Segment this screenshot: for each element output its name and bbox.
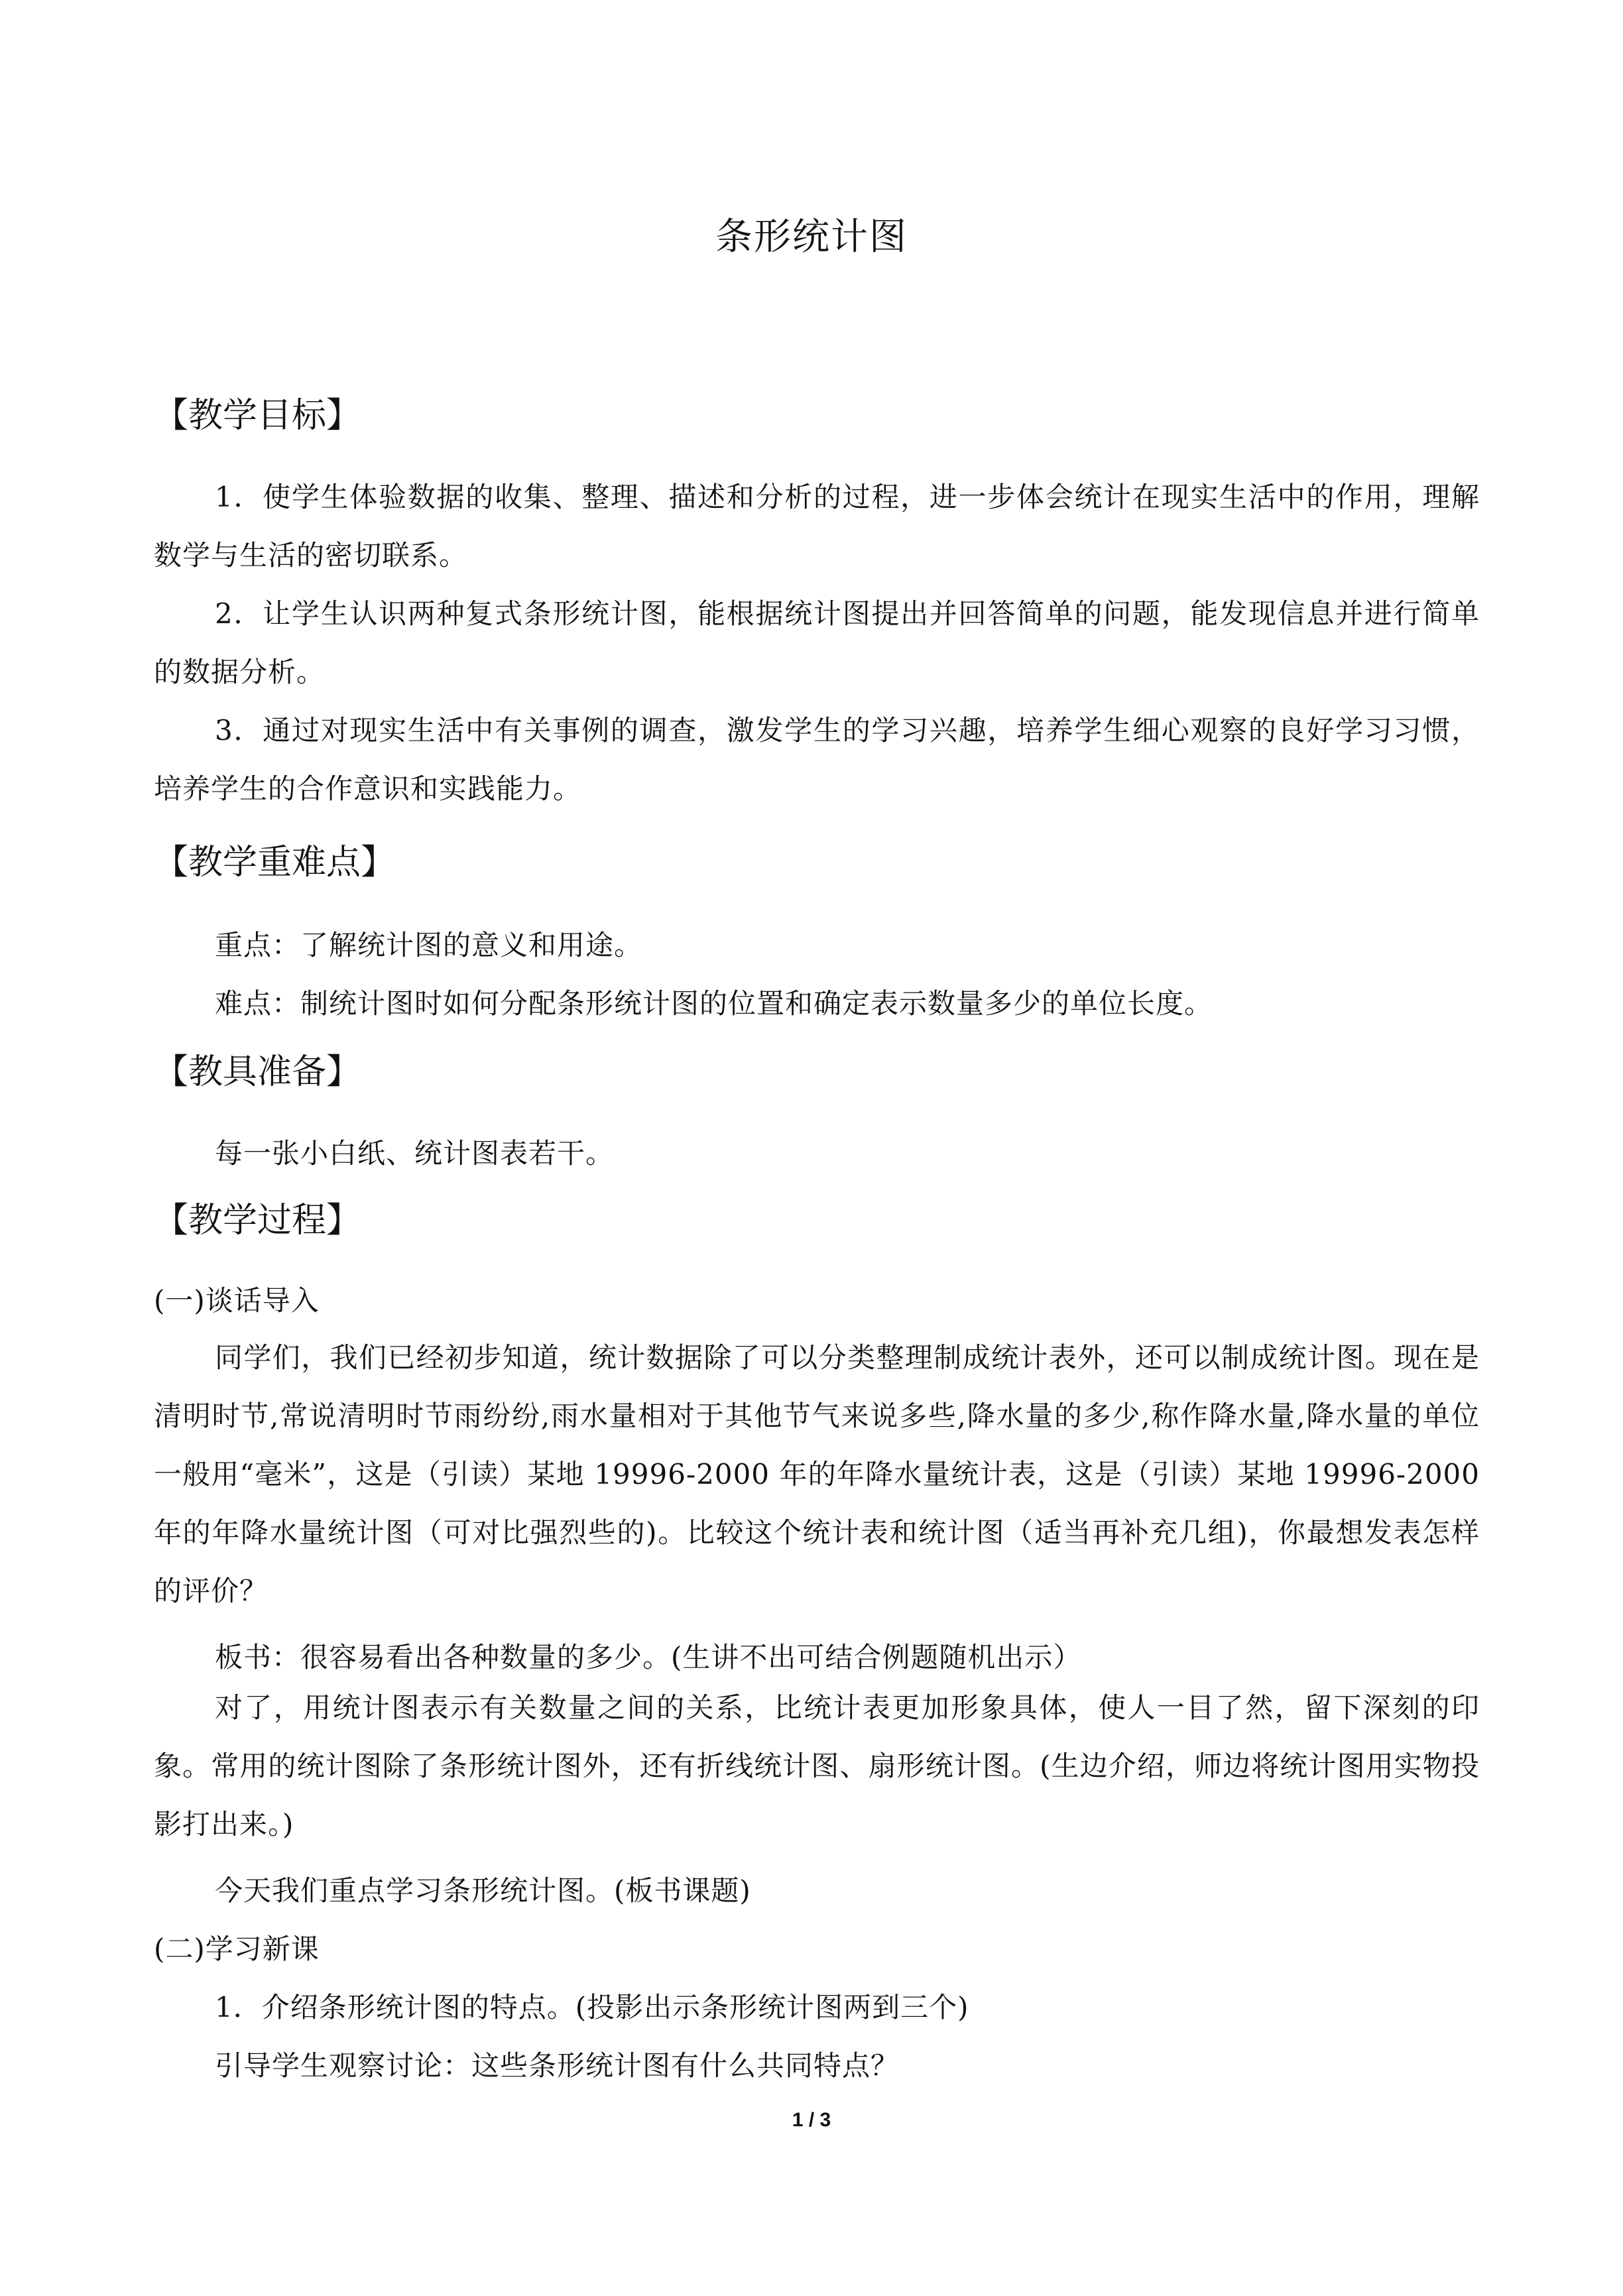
objective-item-2: 2．让学生认识两种复式条形统计图，能根据统计图提出并回答简单的问题，能发现信息并进行简单的数据分析。 — [154, 597, 1480, 688]
page-number: 1 / 3 — [792, 2109, 831, 2131]
part2-title: (二)学习新课 — [154, 1933, 320, 1965]
objective-item-1: 1．使学生体验数据的收集、整理、描述和分析的过程，进一步体会统计在现实生活中的作用，理解数学与生活的密切联系。 — [154, 481, 1480, 572]
process-heading: 【教学过程】 — [154, 1201, 361, 1240]
objective-item-3: 3．通过对现实生活中有关事例的调查，激发学生的学习兴趣，培养学生细心观察的良好学习习惯，培养学生的合作意识和实践能力。 — [154, 714, 1480, 805]
part1-paragraph-1: 同学们，我们已经初步知道，统计数据除了可以分类整理制成统计表外，还可以制成统计图。现在是清明时节,常说清明时节雨纷纷,雨水量相对于其他节气来说多些,降水量的多少,称作降水量,降水量的单位一般用“毫米”，这是（引读）某地 19996-2000 年的年降水量统计表，这是（引读）某地 19996-2000 年的年降水量统计图（可对比强烈些的)。比较这个统计表和统计图（适当再补充几组)，你最想发表怎样的评价？ — [154, 1341, 1480, 1607]
difficulty-point: 难点：制统计图时如何分配条形统计图的位置和确定表示数量多少的单位长度。 — [215, 987, 1213, 1020]
materials-text: 每一张小白纸、统计图表若干。 — [215, 1137, 615, 1170]
document-title: 条形统计图 — [715, 215, 908, 259]
objectives-heading: 【教学目标】 — [154, 396, 361, 436]
part1-board-note: 板书：很容易看出各种数量的多少。(生讲不出可结合例题随机出示） — [215, 1641, 1082, 1673]
key-points-heading: 【教学重难点】 — [154, 843, 396, 882]
part1-today: 今天我们重点学习条形统计图。(板书课题) — [215, 1874, 751, 1907]
part2-item-1: 1．介绍条形统计图的特点。(投影出示条形统计图两到三个) — [215, 1991, 969, 2024]
part1-title: (一)谈话导入 — [154, 1284, 320, 1317]
part1-paragraph-2: 对了，用统计图表示有关数量之间的关系，比统计表更加形象具体，使人一目了然，留下深刻的印象。常用的统计图除了条形统计图外，还有折线统计图、扇形统计图。(生边介绍，师边将统计图用实物投影打出来。) — [154, 1691, 1480, 1841]
key-point: 重点：了解统计图的意义和用途。 — [215, 929, 643, 961]
materials-heading: 【教具准备】 — [154, 1052, 361, 1092]
part2-guide: 引导学生观察讨论：这些条形统计图有什么共同特点？ — [215, 2049, 900, 2082]
